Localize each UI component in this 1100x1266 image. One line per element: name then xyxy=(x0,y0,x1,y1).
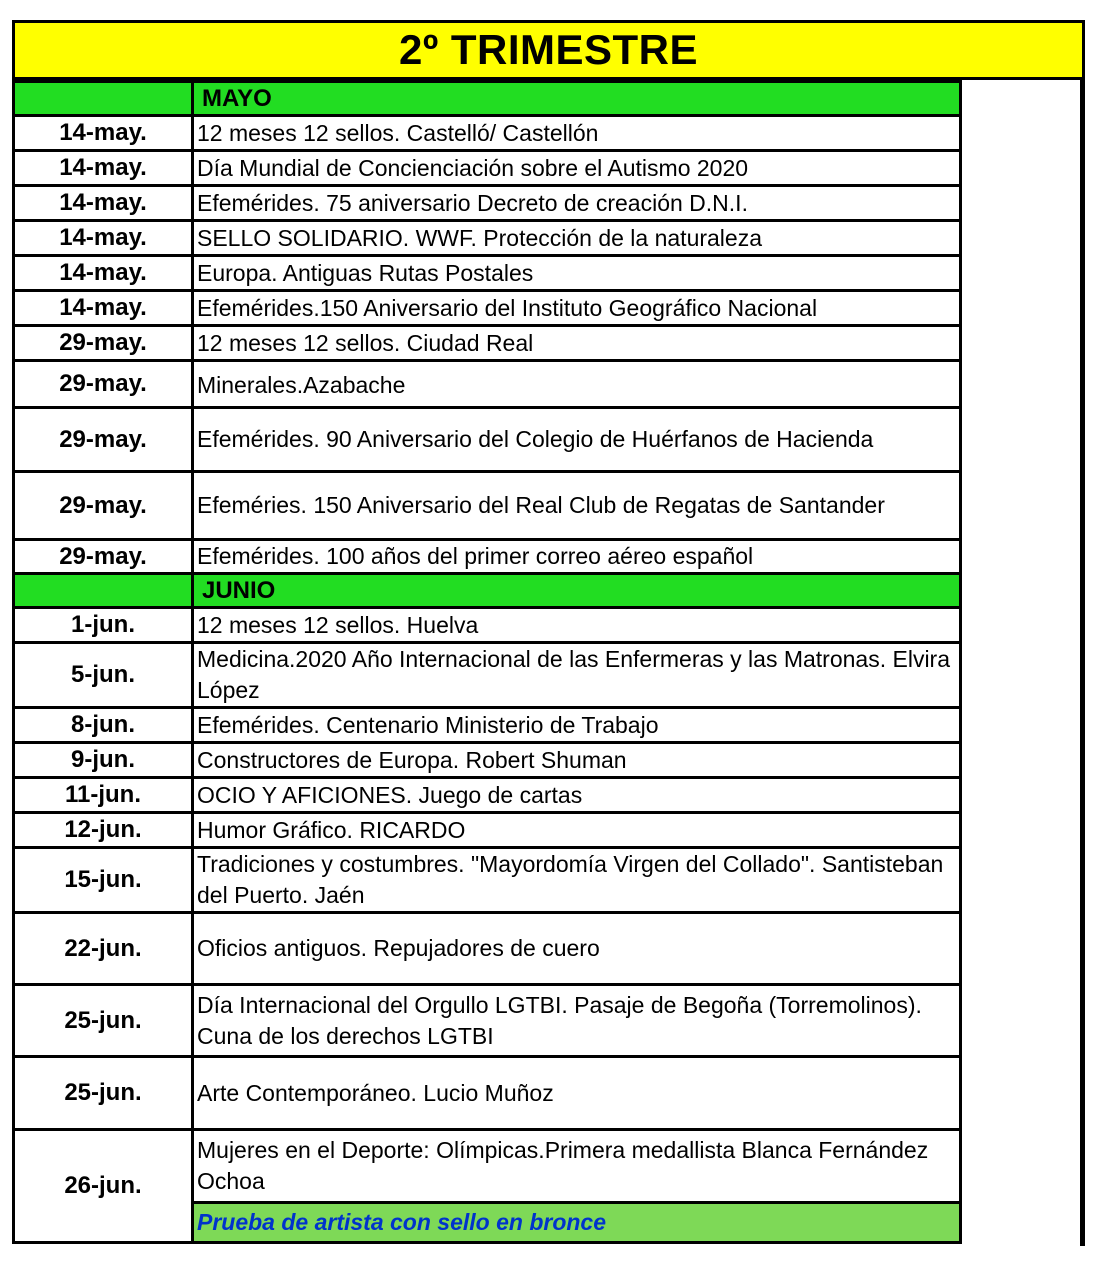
description-cell: Efeméries. 150 Aniversario del Real Club de Regatas de Santander xyxy=(193,472,961,540)
description-cell: Oficios antiguos. Repujadores de cuero xyxy=(193,913,961,985)
date-cell: 14-may. xyxy=(14,256,193,291)
description-cell: Europa. Antiguas Rutas Postales xyxy=(193,256,961,291)
date-cell: 29-may. xyxy=(14,326,193,361)
table-row xyxy=(14,643,961,708)
description-cell: Efemérides. Centenario Ministerio de Trabajo xyxy=(193,708,961,743)
description-cell: Efemérides. 100 años del primer correo aéreo español xyxy=(193,540,961,574)
table-row xyxy=(14,408,961,472)
description-cell: Medicina.2020 Año Internacional de las Enfermeras y las Matronas. Elvira López xyxy=(193,643,961,708)
date-cell: 25-jun. xyxy=(14,985,193,1057)
sheet xyxy=(12,20,1085,1246)
date-cell: 29-may. xyxy=(14,361,193,408)
description-cell: Humor Gráfico. RICARDO xyxy=(193,813,961,848)
date-cell: 1-jun. xyxy=(14,608,193,643)
description-cell: Efemérides.150 Aniversario del Instituto Geográfico Nacional xyxy=(193,291,961,326)
date-cell: 14-may. xyxy=(14,221,193,256)
description-cell: Arte Contemporáneo. Lucio Muñoz xyxy=(193,1057,961,1130)
month-header-junio xyxy=(14,574,961,608)
table-row xyxy=(14,608,961,643)
description-cell: Día Internacional del Orgullo LGTBI. Pasaje de Begoña (Torremolinos). Cuna de los derechos LGTBI xyxy=(193,985,961,1057)
month-label: MAYO xyxy=(193,82,961,116)
table-row xyxy=(14,221,961,256)
table-row xyxy=(14,291,961,326)
date-cell: 14-may. xyxy=(14,291,193,326)
table-row xyxy=(14,326,961,361)
right-border xyxy=(1080,77,1085,1246)
description-cell: Mujeres en el Deporte: Olímpicas.Primera medallista Blanca Fernández Ochoa xyxy=(193,1130,961,1203)
page-title: 2º TRIMESTRE xyxy=(12,20,1085,80)
description-cell: Minerales.Azabache xyxy=(193,361,961,408)
table-row xyxy=(14,256,961,291)
table-row xyxy=(14,848,961,913)
table-row xyxy=(14,985,961,1057)
description-cell: Tradiciones y costumbres. "Mayordomía Virgen del Collado". Santisteban del Puerto. Jaén xyxy=(193,848,961,913)
description-cell: 12 meses 12 sellos. Castelló/ Castellón xyxy=(193,116,961,151)
stamp-schedule xyxy=(12,80,962,1244)
table-row xyxy=(14,813,961,848)
date-cell: 14-may. xyxy=(14,151,193,186)
table-row xyxy=(14,361,961,408)
description-cell: 12 meses 12 sellos. Huelva xyxy=(193,608,961,643)
table-row xyxy=(14,472,961,540)
table-row xyxy=(14,151,961,186)
month-header-mayo xyxy=(14,82,961,116)
table-row xyxy=(14,1057,961,1130)
table-row xyxy=(14,743,961,778)
description-cell: SELLO SOLIDARIO. WWF. Protección de la naturaleza xyxy=(193,221,961,256)
date-cell: 12-jun. xyxy=(14,813,193,848)
date-cell: 26-jun. xyxy=(14,1130,193,1243)
description-cell: Día Mundial de Concienciación sobre el Autismo 2020 xyxy=(193,151,961,186)
date-cell: 8-jun. xyxy=(14,708,193,743)
description-cell: Efemérides. 75 aniversario Decreto de creación D.N.I. xyxy=(193,186,961,221)
table-row xyxy=(14,116,961,151)
table-row xyxy=(14,708,961,743)
description-cell: 12 meses 12 sellos. Ciudad Real xyxy=(193,326,961,361)
date-cell: 14-may. xyxy=(14,186,193,221)
date-cell: 29-may. xyxy=(14,408,193,472)
table-row xyxy=(14,186,961,221)
table-row xyxy=(14,778,961,813)
table-row xyxy=(14,913,961,985)
date-cell: 14-may. xyxy=(14,116,193,151)
description-cell: OCIO Y AFICIONES. Juego de cartas xyxy=(193,778,961,813)
date-cell: 22-jun. xyxy=(14,913,193,985)
table-row xyxy=(14,540,961,574)
date-cell: 11-jun. xyxy=(14,778,193,813)
description-cell: Constructores de Europa. Robert Shuman xyxy=(193,743,961,778)
description-cell: Efemérides. 90 Aniversario del Colegio de Huérfanos de Hacienda xyxy=(193,408,961,472)
date-cell: 29-may. xyxy=(14,472,193,540)
date-cell: 25-jun. xyxy=(14,1057,193,1130)
date-cell: 9-jun. xyxy=(14,743,193,778)
date-cell: 29-may. xyxy=(14,540,193,574)
table-row xyxy=(14,1130,961,1203)
note-cell: Prueba de artista con sello en bronce xyxy=(193,1203,961,1243)
date-cell: 15-jun. xyxy=(14,848,193,913)
month-label: JUNIO xyxy=(193,574,961,608)
date-cell: 5-jun. xyxy=(14,643,193,708)
